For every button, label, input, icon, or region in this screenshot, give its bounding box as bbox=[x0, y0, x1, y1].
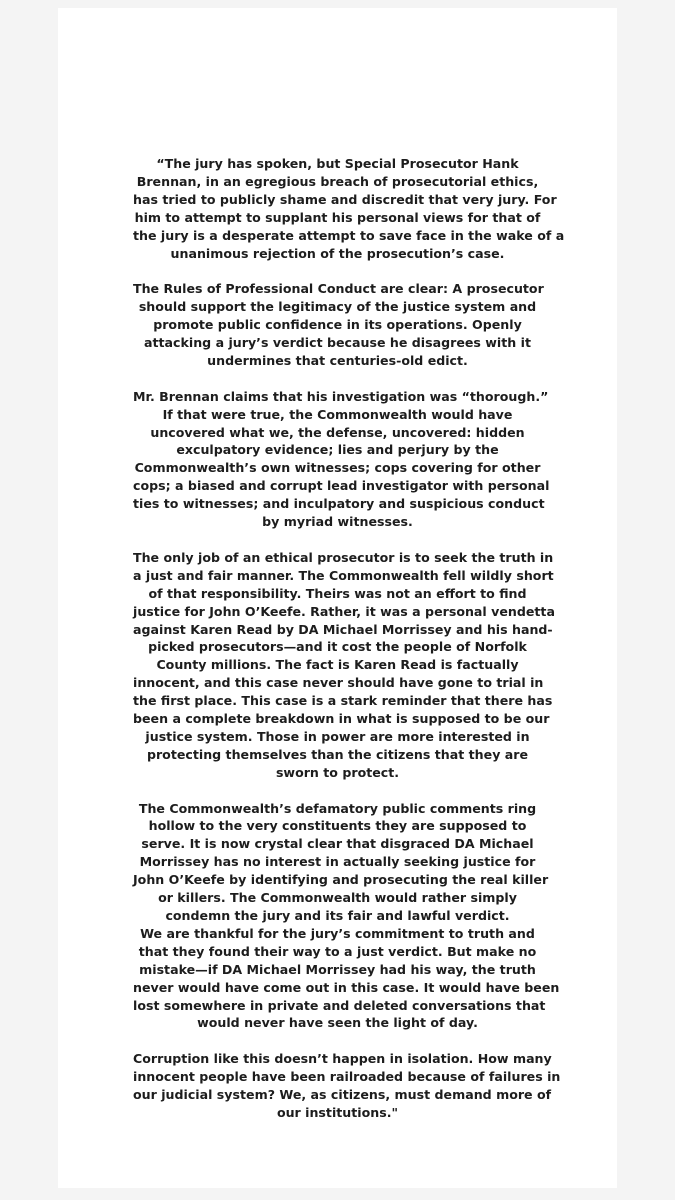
statement-line: “The jury has spoken, but Special Prosecutor Hank bbox=[156, 156, 519, 171]
statement-line: our judicial system? We, as citizens, must demand more of bbox=[133, 1087, 552, 1103]
statement-line: lost somewhere in private and deleted conversations that bbox=[133, 997, 546, 1013]
statement-line: promote public confidence in its operations. Openly bbox=[153, 317, 522, 333]
statement-line: unanimous rejection of the prosecution’s case. bbox=[170, 245, 505, 261]
statement-line: innocent, and this case never should have gone to trial in bbox=[133, 675, 544, 691]
statement-line: sworn to protect. bbox=[275, 764, 400, 780]
statement-line: would never have seen the light of day. bbox=[197, 1015, 478, 1031]
statement-paragraph bbox=[133, 155, 565, 262]
statement-line: or killers. The Commonwealth would rather simply bbox=[158, 890, 517, 906]
statement-line: serve. It is now crystal clear that disgraced DA Michael bbox=[141, 836, 534, 852]
statement-line: condemn the jury and its fair and lawful verdict. bbox=[165, 908, 510, 923]
statement-line: the jury is a desperate attempt to save face in the wake of a bbox=[133, 227, 565, 243]
statement-line: County millions. The fact is Karen Read is factually bbox=[156, 657, 519, 673]
statement-line: Commonwealth’s own witnesses; cops covering for other bbox=[134, 460, 541, 476]
statement-line: been a complete breakdown in what is supposed to be our bbox=[133, 711, 550, 727]
statement-line: uncovered what we, the defense, uncovered: hidden bbox=[150, 424, 525, 440]
statement-line: justice for John O’Keefe. Rather, it was a personal vendetta bbox=[133, 603, 555, 619]
statement-line: Mr. Brennan claims that his investigation was “thorough.” bbox=[133, 388, 549, 404]
statement-paragraph bbox=[133, 800, 560, 1033]
statement-paragraph bbox=[133, 280, 542, 370]
statement-line: by myriad witnesses. bbox=[262, 514, 413, 530]
statement-line: a just and fair manner. The Commonwealth fell wildly short bbox=[133, 567, 554, 583]
statement-line: has tried to publicly shame and discredit that very jury. For bbox=[133, 191, 557, 207]
statement-line: against Karen Read by DA Michael Morrissey and his hand- bbox=[133, 621, 553, 637]
statement-line: the first place. This case is a stark reminder that there has bbox=[133, 693, 553, 709]
statement-line: John O’Keefe by identifying and prosecuting the real killer bbox=[133, 872, 549, 888]
statement-line: justice system. Those in power are more interested in bbox=[145, 728, 530, 744]
statement-text bbox=[133, 155, 565, 1122]
statement-line: undermines that centuries-old edict. bbox=[207, 352, 468, 368]
statement-paragraph bbox=[133, 1050, 561, 1122]
statement-line: Morrissey has no interest in actually seeking justice for bbox=[139, 854, 536, 870]
statement-line: of that responsibility. Theirs was not an effort to find bbox=[148, 585, 527, 601]
statement-line: cops; a biased and corrupt lead investigator with personal bbox=[133, 478, 550, 494]
statement-line: exculpatory evidence; lies and perjury by the bbox=[176, 442, 499, 458]
statement-line: that they found their way to a just verdict. But make no bbox=[138, 943, 537, 959]
statement-line: picked prosecutors—and it cost the people of Norfolk bbox=[148, 639, 527, 655]
statement-line: We are thankful for the jury’s commitment to truth and bbox=[140, 925, 535, 941]
statement-line: hollow to the very constituents they are supposed to bbox=[148, 818, 527, 834]
statement-line: The Rules of Professional Conduct are clear: A prosecutor bbox=[133, 281, 544, 297]
statement-line: should support the legitimacy of the justice system and bbox=[138, 299, 537, 315]
statement-line: our institutions." bbox=[276, 1104, 399, 1120]
statement-line: ties to witnesses; and inculpatory and suspicious conduct bbox=[133, 496, 545, 512]
statement-line: innocent people have been railroaded because of failures in bbox=[133, 1069, 561, 1085]
statement-line: mistake—if DA Michael Morrissey had his way, the truth bbox=[139, 961, 536, 977]
statement-line: If that were true, the Commonwealth would have bbox=[162, 406, 513, 422]
statement-line: him to attempt to supplant his personal views for that of bbox=[134, 209, 541, 225]
statement-line: The only job of an ethical prosecutor is to seek the truth in bbox=[133, 549, 554, 565]
statement-paragraph bbox=[133, 549, 555, 782]
statement-line: attacking a jury’s verdict because he disagrees with it bbox=[144, 335, 531, 351]
statement-line: Corruption like this doesn’t happen in isolation. How many bbox=[133, 1051, 552, 1067]
statement-line: Brennan, in an egregious breach of prosecutorial ethics, bbox=[136, 173, 539, 189]
statement-paragraph bbox=[133, 388, 550, 531]
statement-line: never would have come out in this case. It would have been bbox=[133, 979, 560, 995]
statement-line: protecting themselves than the citizens that they are bbox=[146, 746, 529, 762]
statement-line: The Commonwealth’s defamatory public comments ring bbox=[138, 800, 537, 816]
